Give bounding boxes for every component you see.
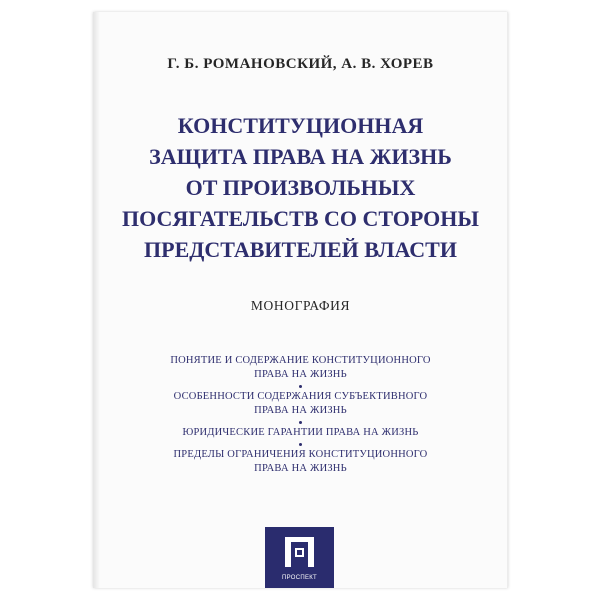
prospekt-logo-icon xyxy=(265,527,334,575)
topic-item xyxy=(94,426,507,440)
topic-list xyxy=(94,354,507,476)
title-line: ПОСЯГАТЕЛЬСТВ СО СТОРОНЫ xyxy=(121,206,480,231)
topic-line: ПРАВА НА ЖИЗНЬ xyxy=(254,463,347,474)
bullet-separator xyxy=(299,421,302,424)
publisher-logo xyxy=(265,527,334,588)
bullet-separator xyxy=(299,385,302,388)
authors: Г. Б. РОМАНОВСКИЙ, А. В. ХОРЕВ xyxy=(167,56,434,72)
topic-line: ПРАВА НА ЖИЗНЬ xyxy=(254,369,347,380)
book-cover xyxy=(93,12,508,588)
title-line: ОТ ПРОИЗВОЛЬНЫХ xyxy=(185,175,416,200)
subtitle: МОНОГРАФИЯ xyxy=(250,298,351,313)
title-line: ЗАЩИТА ПРАВА НА ЖИЗНЬ xyxy=(149,144,452,169)
publisher-name: ПРОСПЕКТ xyxy=(281,575,318,581)
topic-line: ПРАВА НА ЖИЗНЬ xyxy=(254,405,347,416)
topic-line: ПРЕДЕЛЫ ОГРАНИЧЕНИЯ КОНСТИТУЦИОННОГО xyxy=(173,449,428,460)
title-line: ПРЕДСТАВИТЕЛЕЙ ВЛАСТИ xyxy=(144,237,457,262)
title-line: КОНСТИТУЦИОННАЯ xyxy=(177,113,424,138)
topic-item xyxy=(94,390,507,418)
book-title xyxy=(94,110,507,265)
topic-item xyxy=(94,354,507,382)
topic-line: ПОНЯТИЕ И СОДЕРЖАНИЕ КОНСТИТУЦИОННОГО xyxy=(170,355,431,366)
topic-line: ЮРИДИЧЕСКИЕ ГАРАНТИИ ПРАВА НА ЖИЗНЬ xyxy=(182,427,419,438)
topic-line: ОСОБЕННОСТИ СОДЕРЖАНИЯ СУБЪЕКТИВНОГО xyxy=(173,391,428,402)
bullet-separator xyxy=(299,443,302,446)
topic-item xyxy=(94,448,507,476)
